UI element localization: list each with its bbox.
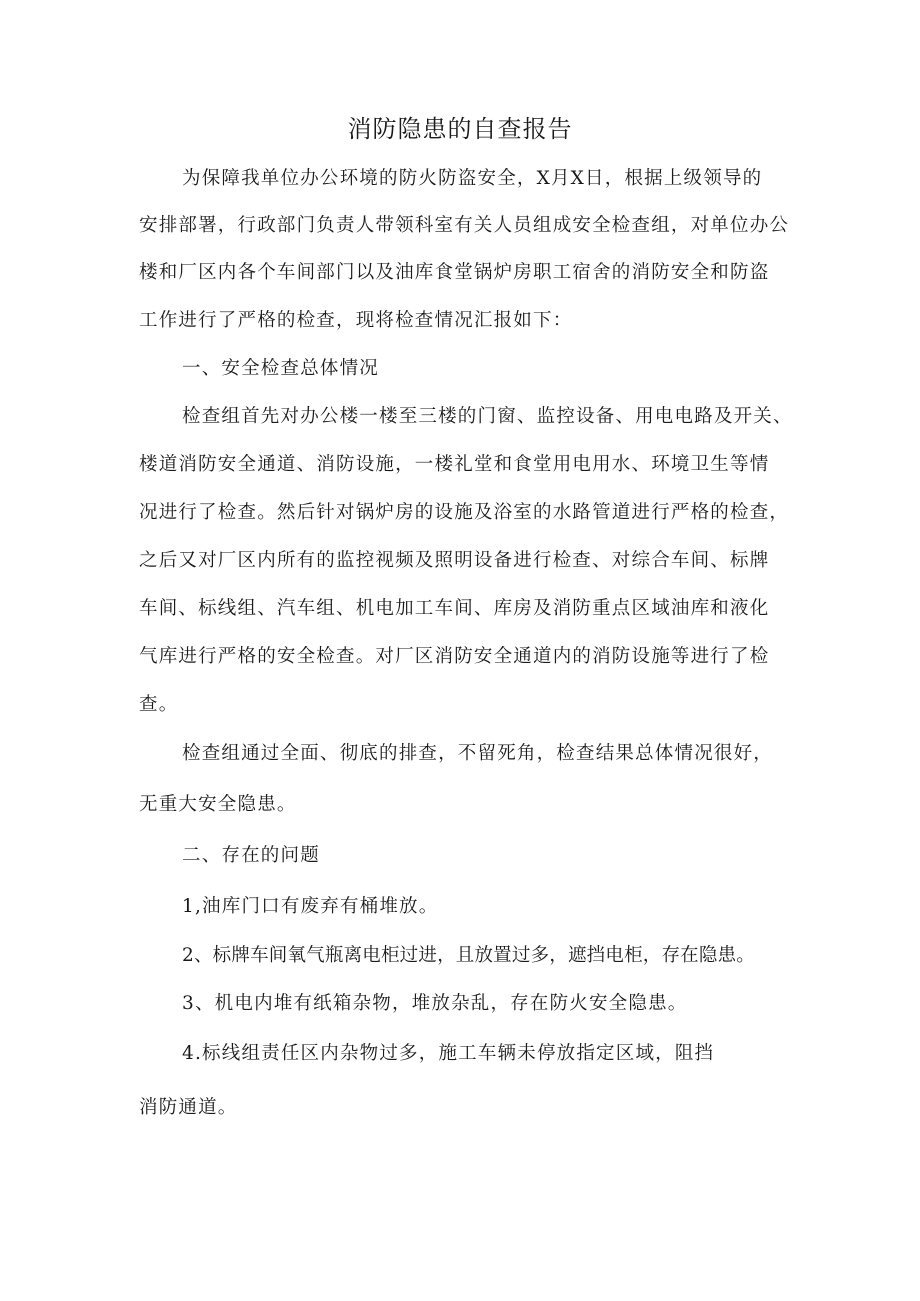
- overall-paragraph-line: 气库进行严格的安全检查。对厂区消防安全通道内的消防设施等进行了检: [139, 646, 770, 667]
- section-heading-problems: 二、存在的问题: [182, 845, 320, 866]
- overall-paragraph-line: 楼道消防安全通道、消防设施，一楼礼堂和食堂用电用水、环境卫生等情: [139, 454, 770, 475]
- overall-paragraph-line: 况进行了检查。然后针对锅炉房的设施及浴室的水路管道进行严格的检查，: [139, 502, 790, 523]
- section-heading-overall: 一、安全检查总体情况: [182, 358, 380, 379]
- overall-paragraph-line: 查。: [139, 694, 179, 715]
- problem-item-4-continuation: 消防通道。: [139, 1097, 238, 1118]
- intro-line: 安排部署，行政部门负责人带领科室有关人员组成安全检查组，对单位办公: [139, 215, 790, 236]
- document-title: 消防隐患的自查报告: [347, 115, 573, 143]
- result-paragraph-line: 检查组通过全面、彻底的排查，不留死角，检查结果总体情况很好，: [182, 743, 774, 764]
- intro-line: 楼和厂区内各个车间部门以及油库食堂锅炉房职工宿舍的消防安全和防盗: [139, 262, 770, 283]
- problem-item-3: 3、机电内堆有纸箱杂物，堆放杂乱，存在防火安全隐患。: [182, 993, 688, 1014]
- problem-item-2: 2、标牌车间氧气瓶离电柜过进，且放置过多，遮挡电柜，存在隐患。: [182, 945, 755, 966]
- overall-paragraph-line: 之后又对厂区内所有的监控视频及照明设备进行检查、对综合车间、标牌: [139, 550, 770, 571]
- intro-line: 为保障我单位办公环境的防火防盗安全，X月X日，根据上级领导的: [182, 168, 763, 189]
- overall-paragraph-line: 车间、标线组、汽车组、机电加工车间、库房及消防重点区域油库和液化: [139, 598, 770, 619]
- problem-item-4: 4.标线组责任区内杂物过多，施工车辆未停放指定区域，阻挡: [182, 1043, 715, 1064]
- overall-paragraph-line: 检查组首先对办公楼一楼至三楼的门窗、监控设备、用电电路及开关、: [182, 406, 793, 427]
- problem-item-1: 1,油库门口有废弃有桶堆放。: [182, 896, 439, 917]
- result-paragraph-line: 无重大安全隐患。: [139, 794, 297, 815]
- intro-line: 工作进行了严格的检查，现将检查情况汇报如下：: [139, 310, 573, 331]
